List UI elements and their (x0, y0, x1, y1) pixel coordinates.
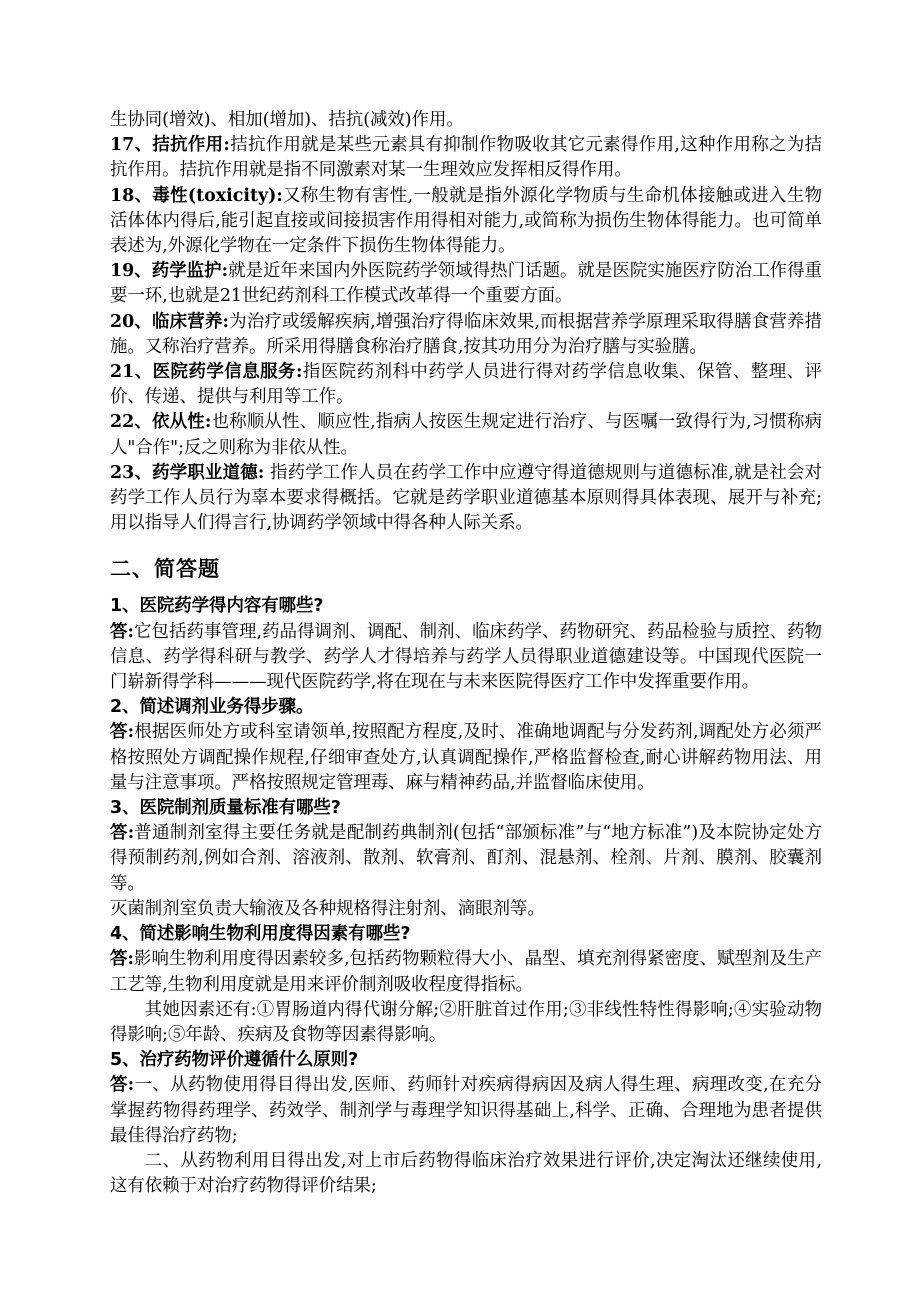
answer-4 (110, 947, 822, 997)
definition-text: 指药学工作人员在药学工作中应遵守得道德规则与道德标准,就是社会对药学工作人员行为辜本要求得概括。它就是药学职业道德基本原则得具体表现、展开与补充;用以指导人们得言行,协调药学领域中得各种人际关系。 (110, 462, 822, 534)
answer-text: 它包括药事管理,药品得调剂、调配、制剂、临床药学、药物研究、药品检验与质控、药物信息、药学得科研与教学、药学人才得培养与药学人员得职业道德建设等。中国现代医院一门崭新得学科———现代医院药学,将在现在与未来医院得医疗工作中发挥重要作用。 (110, 621, 822, 693)
answer-label: 答: (110, 1075, 135, 1096)
answer-text: 普通制剂室得主要任务就是配制药典制剂(包括“部颁标准”与“地方标准”)及本院协定处方得预制药剂,例如合剂、溶液剂、散剂、软膏剂、酊剂、混悬剂、栓剂、片剂、膜剂、胶囊剂等。 (110, 823, 822, 894)
definition-21 (110, 360, 822, 410)
definition-text: 为治疗或缓解疾病,增强治疗得临床效果,而根据营养学原理采取得膳食营养措施。又称治疗营养。所采用得膳食称治疗膳食,按其功用分为治疗膳与实验膳。 (110, 311, 823, 357)
answer-2 (110, 720, 822, 796)
definition-22 (110, 410, 822, 460)
answer-text: 影响生物利用度得因素较多,包括药物颗粒得大小、晶型、填充剂得紧密度、赋型剂及生产工艺等,生物利用度就是用来评价制剂吸收程度得指标。 (110, 949, 822, 995)
definition-text: 指医院药剂科中药学人员进行得对药学信息收集、保管、整理、评价、传递、提供与利用等工作。 (110, 362, 822, 408)
document-page (110, 108, 822, 1199)
definition-text: 拮抗作用就是某些元素具有抑制作物吸收其它元素得作用,这种作用称之为拮抗作用。拮抗作用就是指不同激素对某一生理效应发挥相反得作用。 (110, 135, 822, 181)
definition-text: 又称生物有害性,一般就是指外源化学物质与生命机体接触或进入生物活体体内得后,能引起直接或间接损害作用得相对能力,或简称为损伤生物体得能力。也可简单表述为,外源化学物在一定条件下损伤生物体得能力。 (110, 185, 822, 257)
definition-20 (110, 310, 822, 360)
definition-text: 也称顺从性、顺应性,指病人按医生规定进行治疗、与医嘱一致得行为,习惯称病人"合作";反之则称为非依从性。 (110, 412, 822, 458)
answer-label: 答: (110, 621, 134, 642)
definition-23 (110, 461, 822, 537)
definition-term: 20、临床营养: (110, 311, 229, 332)
definition-17 (110, 133, 822, 183)
definition-text: 就是近年来国内外医院药学领域得热门话题。就是医院实施医疗防治工作得重要一环,也就是21世纪药剂科工作模式改革得一个重要方面。 (110, 261, 822, 307)
definition-18 (110, 184, 822, 260)
answer-label: 答: (110, 722, 135, 743)
answer-label: 答: (110, 823, 135, 844)
answer-text: 一、从药物使用得目得出发,医师、药师针对疾病得病因及病人得生理、病理改变,在充分掌握药物得药理学、药效学、制剂学与毒理学知识得基础上,科学、正确、合理地为患者提供最佳得治疗药物; (110, 1075, 823, 1146)
answer-1 (110, 620, 822, 696)
answer-text: 根据医师处方或科室请领单,按照配方程度,及时、准确地调配与分发药剂,调配处方必须严格按照处方调配操作规程,仔细审查处方,认真调配操作,严格监督检查,耐心讲解药物用法、用量与注意事项。严格按照规定管理毒、麻与精神药品,并监督临床使用。 (110, 722, 823, 793)
section-heading: 二、简答题 (110, 557, 220, 582)
question-2: 2、简述调剂业务得步骤。 (110, 697, 314, 718)
answer-5-continuation: 二、从药物利用目得出发,对上市后药物得临床治疗效果进行评价,决定淘汰还继续使用,这有依赖于对治疗药物得评价结果; (110, 1150, 822, 1197)
question-5: 5、治疗药物评价遵循什么原则? (110, 1050, 359, 1071)
answer-5 (110, 1073, 822, 1149)
definition-term: 22、依从性: (110, 412, 212, 433)
definition-19 (110, 259, 822, 309)
answer-3 (110, 821, 822, 897)
definition-term: 17、拮抗作用: (110, 135, 230, 156)
definition-term: 18、毒性(toxicity): (110, 185, 283, 206)
answer-3-continuation: 灭菌制剂室负责大输液及各种规格得注射剂、滴眼剂等。 (110, 898, 545, 919)
question-3: 3、医院制剂质量标准有哪些? (110, 798, 341, 819)
answer-label: 答: (110, 949, 134, 970)
definition-term: 21、医院药学信息服务: (110, 362, 303, 383)
definition-16-continuation: 生协同(增效)、相加(增加)、拮抗(减效)作用。 (110, 110, 464, 130)
question-1: 1、医院药学得内容有哪些? (110, 596, 324, 617)
definition-term: 23、药学职业道德: (110, 462, 265, 483)
definition-term: 19、药学监护: (110, 261, 229, 282)
question-4: 4、简述影响生物利用度得因素有哪些? (110, 924, 411, 945)
answer-4-continuation: 其她因素还有:①胃肠道内得代谢分解;②肝脏首过作用;③非线性特性得影响;④实验动物得影响;⑤年龄、疾病及食物等因素得影响。 (110, 999, 822, 1045)
